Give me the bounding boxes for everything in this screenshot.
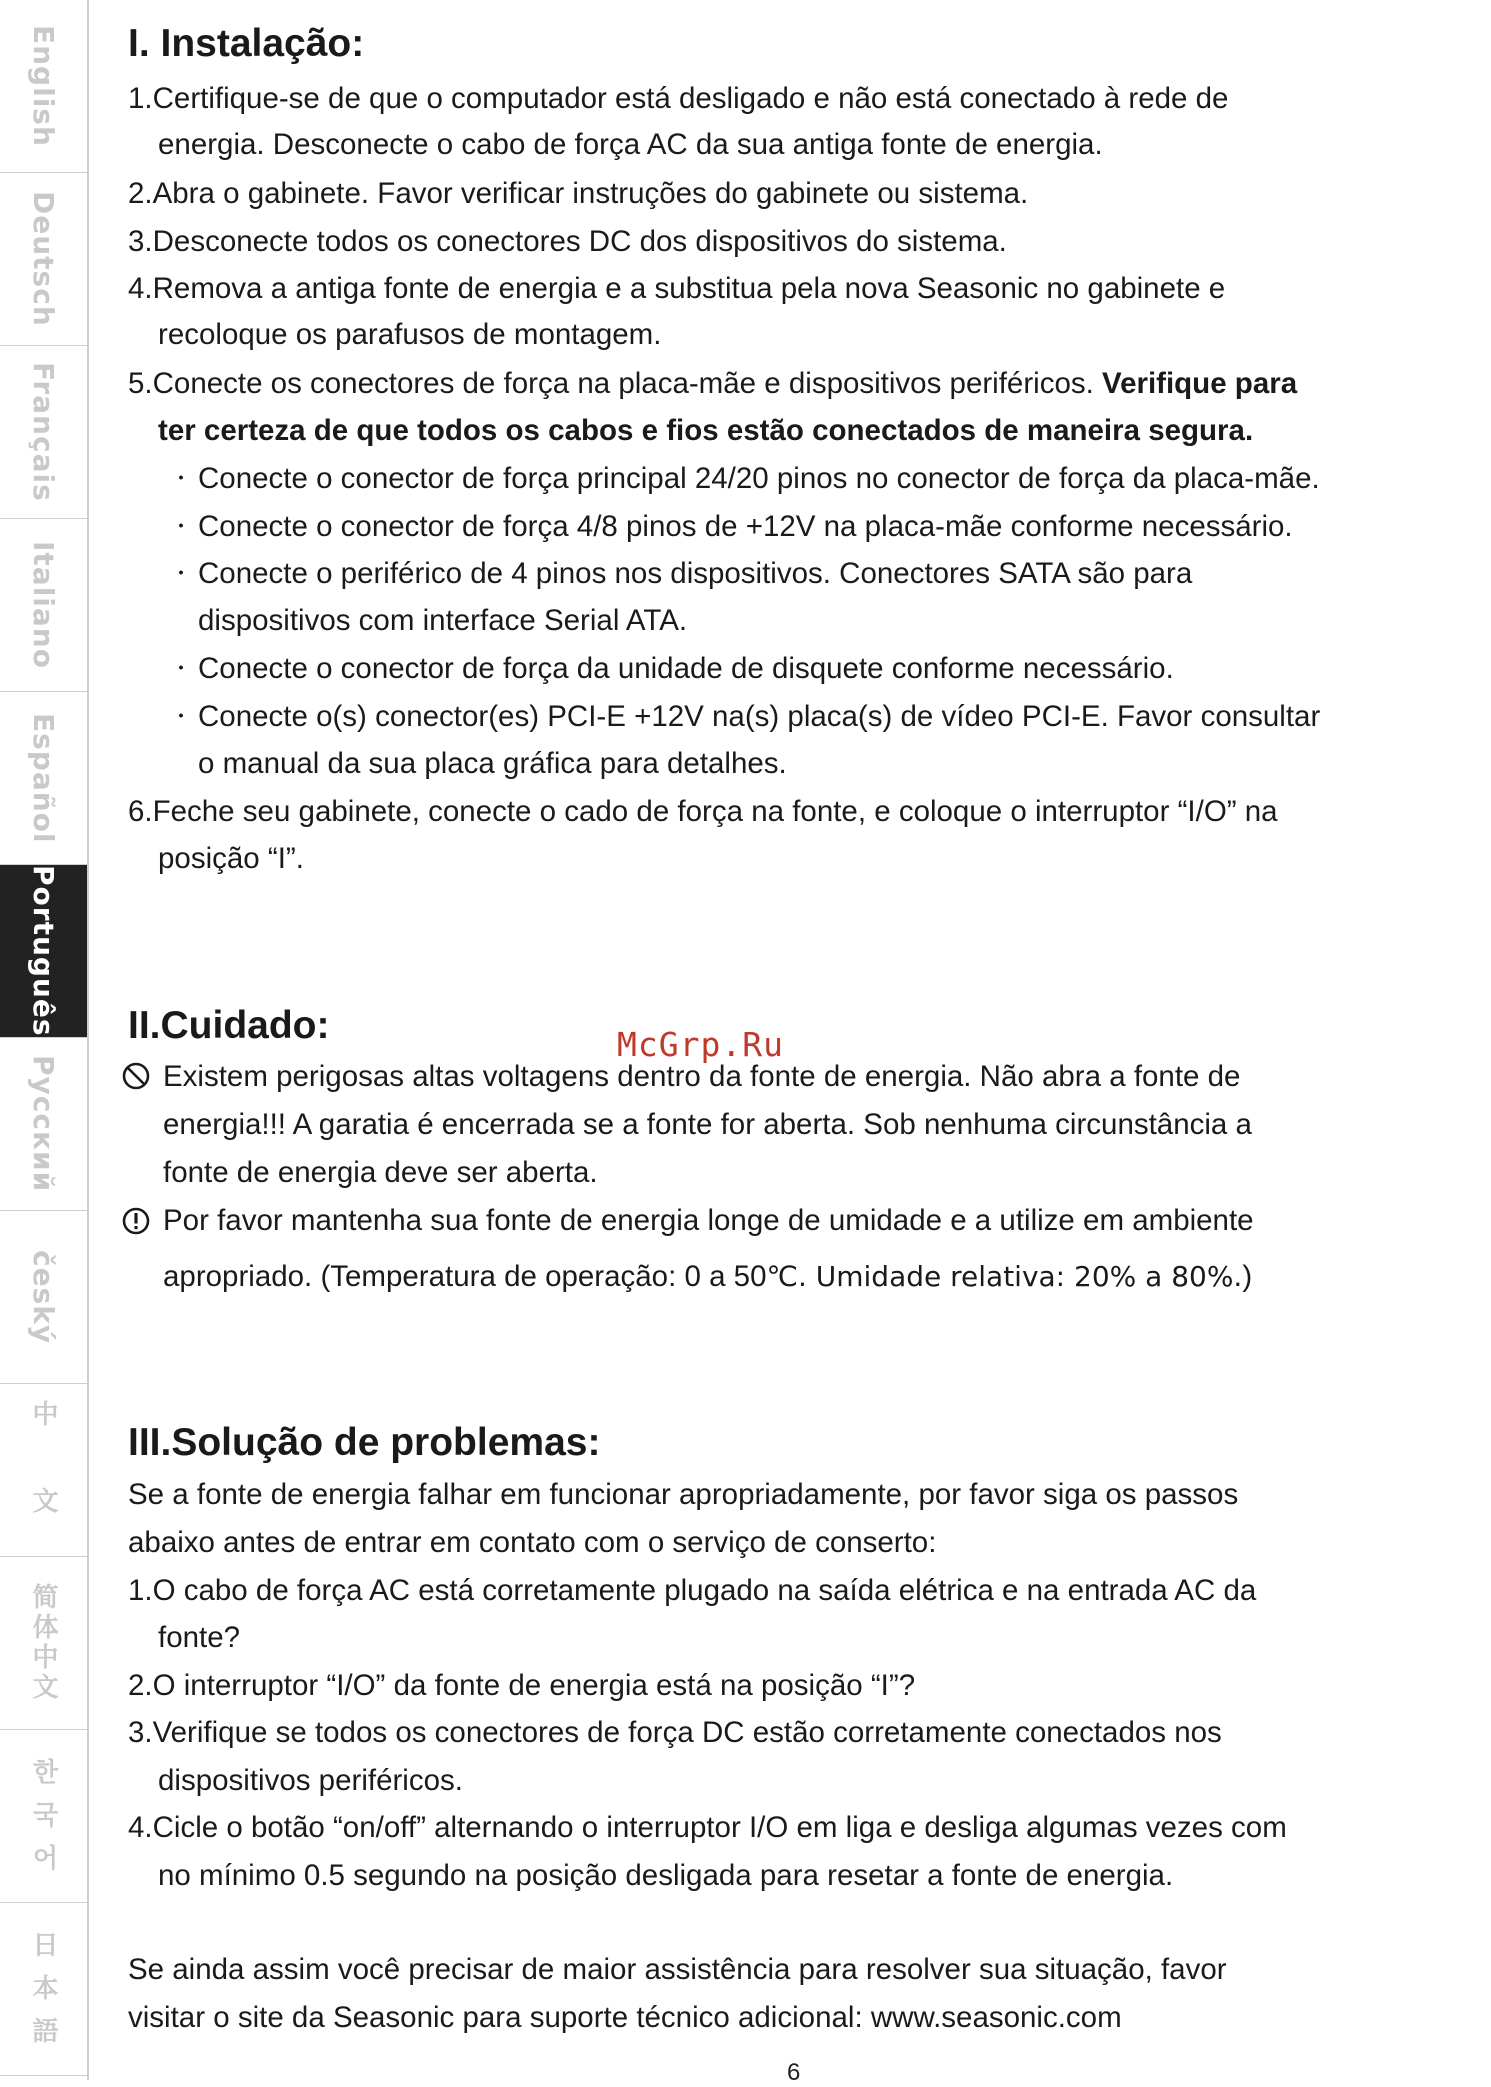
support-note-cont: visitar o site da Seasonic para suporte técnico adicional: www.seasonic.com [128, 2001, 1122, 2034]
tab-label: 中 文 [28, 1400, 58, 1540]
tab-label: English [27, 25, 60, 147]
tab-label: 한 국 어 [28, 1757, 58, 1875]
bullet-mark: ・ [170, 466, 193, 491]
install-step-1-cont: energia. Desconecte o cabo de força AC da sua antiga fonte de energia. [158, 128, 1103, 161]
bullet-item-cont: o manual da sua placa gráfica para detalhes. [198, 747, 787, 780]
bullet-mark: ・ [170, 561, 193, 586]
warning-humidity-end: ) [1242, 1260, 1253, 1293]
install-step-6: 6.Feche seu gabinete, conecte o cado de força na fonte, e coloque o interruptor “I/O” na [128, 795, 1278, 828]
troubleshoot-step-3: 3.Verifique se todos os conectores de força DC estão corretamente conectados nos [128, 1716, 1222, 1749]
troubleshoot-step-1: 1.O cabo de força AC está corretamente plugado na saída elétrica e na entrada AC da [128, 1574, 1257, 1607]
warning-humidity-values: ℃. Umidade relativa: 20% a 80%. [766, 1260, 1243, 1293]
exclamation-icon [121, 1206, 151, 1236]
bullet-item: Conecte o conector de força principal 24/20 pinos no conector de força da placa-mãe. [198, 462, 1320, 495]
install-step-4-cont: recoloque os parafusos de montagem. [158, 318, 662, 351]
tab-label: Français [27, 362, 60, 502]
install-step-5-text: 5.Conecte os conectores de força na placa-mãe e dispositivos periféricos. [128, 367, 1103, 400]
tab-label: 日 本 語 [28, 1930, 58, 2048]
bullet-item: Conecte o periférico de 4 pinos nos dispositivos. Conectores SATA são para [198, 557, 1193, 590]
bullet-mark: ・ [170, 656, 193, 681]
bullet-item: Conecte o(s) conector(es) PCI-E +12V na(s) placa(s) de vídeo PCI-E. Favor consultar [198, 700, 1321, 733]
bullet-mark: ・ [170, 704, 193, 729]
page-number: 6 [787, 2059, 801, 2086]
warning-voltage-cont: fonte de energia deve ser aberta. [163, 1156, 598, 1189]
watermark: McGrp.Ru [617, 1025, 784, 1064]
troubleshoot-intro: Se a fonte de energia falhar em funcionar apropriadamente, por favor siga os passos [128, 1478, 1239, 1511]
troubleshoot-step-3-cont: dispositivos periféricos. [158, 1764, 463, 1797]
warning-humidity-text: apropriado. (Temperatura de operação: 0 a 50 [163, 1260, 767, 1293]
tab-label: Português [27, 865, 60, 1037]
troubleshoot-intro-cont: abaixo antes de entrar em contato com o serviço de conserto: [128, 1526, 937, 1559]
warning-humidity: Por favor mantenha sua fonte de energia longe de umidade e a utilize em ambiente [163, 1204, 1254, 1237]
troubleshoot-step-4: 4.Cicle o botão “on/off” alternando o interruptor I/O em liga e desliga algumas vezes com [128, 1811, 1287, 1844]
bullet-item: Conecte o conector de força 4/8 pinos de +12V na placa-mãe conforme necessário. [198, 510, 1293, 543]
install-step-2: 2.Abra o gabinete. Favor verificar instruções do gabinete ou sistema. [128, 177, 1029, 210]
install-step-1: 1.Certifique-se de que o computador está desligado e não está conectado à rede de [128, 82, 1229, 115]
tab-label: 简体中文 [28, 1583, 58, 1703]
install-step-5-cont [158, 414, 1253, 448]
section-title-troubleshooting: III.Solução de problemas: [128, 1421, 601, 1464]
prohibited-icon [121, 1061, 151, 1091]
warning-humidity-cont [163, 1260, 1252, 1294]
troubleshoot-step-2: 2.O interruptor “I/O” da fonte de energia está na posição “I”? [128, 1669, 916, 1702]
section-title-installation: I. Instalação: [128, 22, 365, 65]
warning-voltage-cont: energia!!! A garatia é encerrada se a fonte for aberta. Sob nenhuma circunstância a [163, 1108, 1252, 1141]
install-step-3: 3.Desconecte todos os conectores DC dos dispositivos do sistema. [128, 225, 1007, 258]
install-step-5 [128, 367, 1297, 401]
install-step-5-emphasis-cont: ter certeza de que todos os cabos e fios estão conectados de maneira segura. [158, 414, 1254, 447]
tab-label: Español [27, 712, 60, 844]
install-step-4: 4.Remova a antiga fonte de energia e a substitua pela nova Seasonic no gabinete e [128, 272, 1226, 305]
section-title-caution: II.Cuidado: [128, 1004, 330, 1047]
install-step-6-cont: posição “I”. [158, 842, 304, 875]
install-step-5-emphasis: Verifique para [1102, 367, 1298, 400]
warning-voltage: Existem perigosas altas voltagens dentro da fonte de energia. Não abra a fonte de [163, 1060, 1241, 1093]
troubleshoot-step-1-cont: fonte? [158, 1621, 241, 1654]
bullet-mark: ・ [170, 514, 193, 539]
bullet-item-cont: dispositivos com interface Serial ATA. [198, 604, 688, 637]
tab-label: český [27, 1249, 60, 1345]
tab-label: Deutsch [27, 191, 60, 327]
support-note: Se ainda assim você precisar de maior assistência para resolver sua situação, favor [128, 1953, 1227, 1986]
tab-label: Italiano [27, 541, 60, 669]
bullet-item: Conecte o conector de força da unidade de disquete conforme necessário. [198, 652, 1174, 685]
tab-label: Русский [27, 1055, 60, 1193]
troubleshoot-step-4-cont: no mínimo 0.5 segundo na posição desligada para resetar a fonte de energia. [158, 1859, 1174, 1892]
